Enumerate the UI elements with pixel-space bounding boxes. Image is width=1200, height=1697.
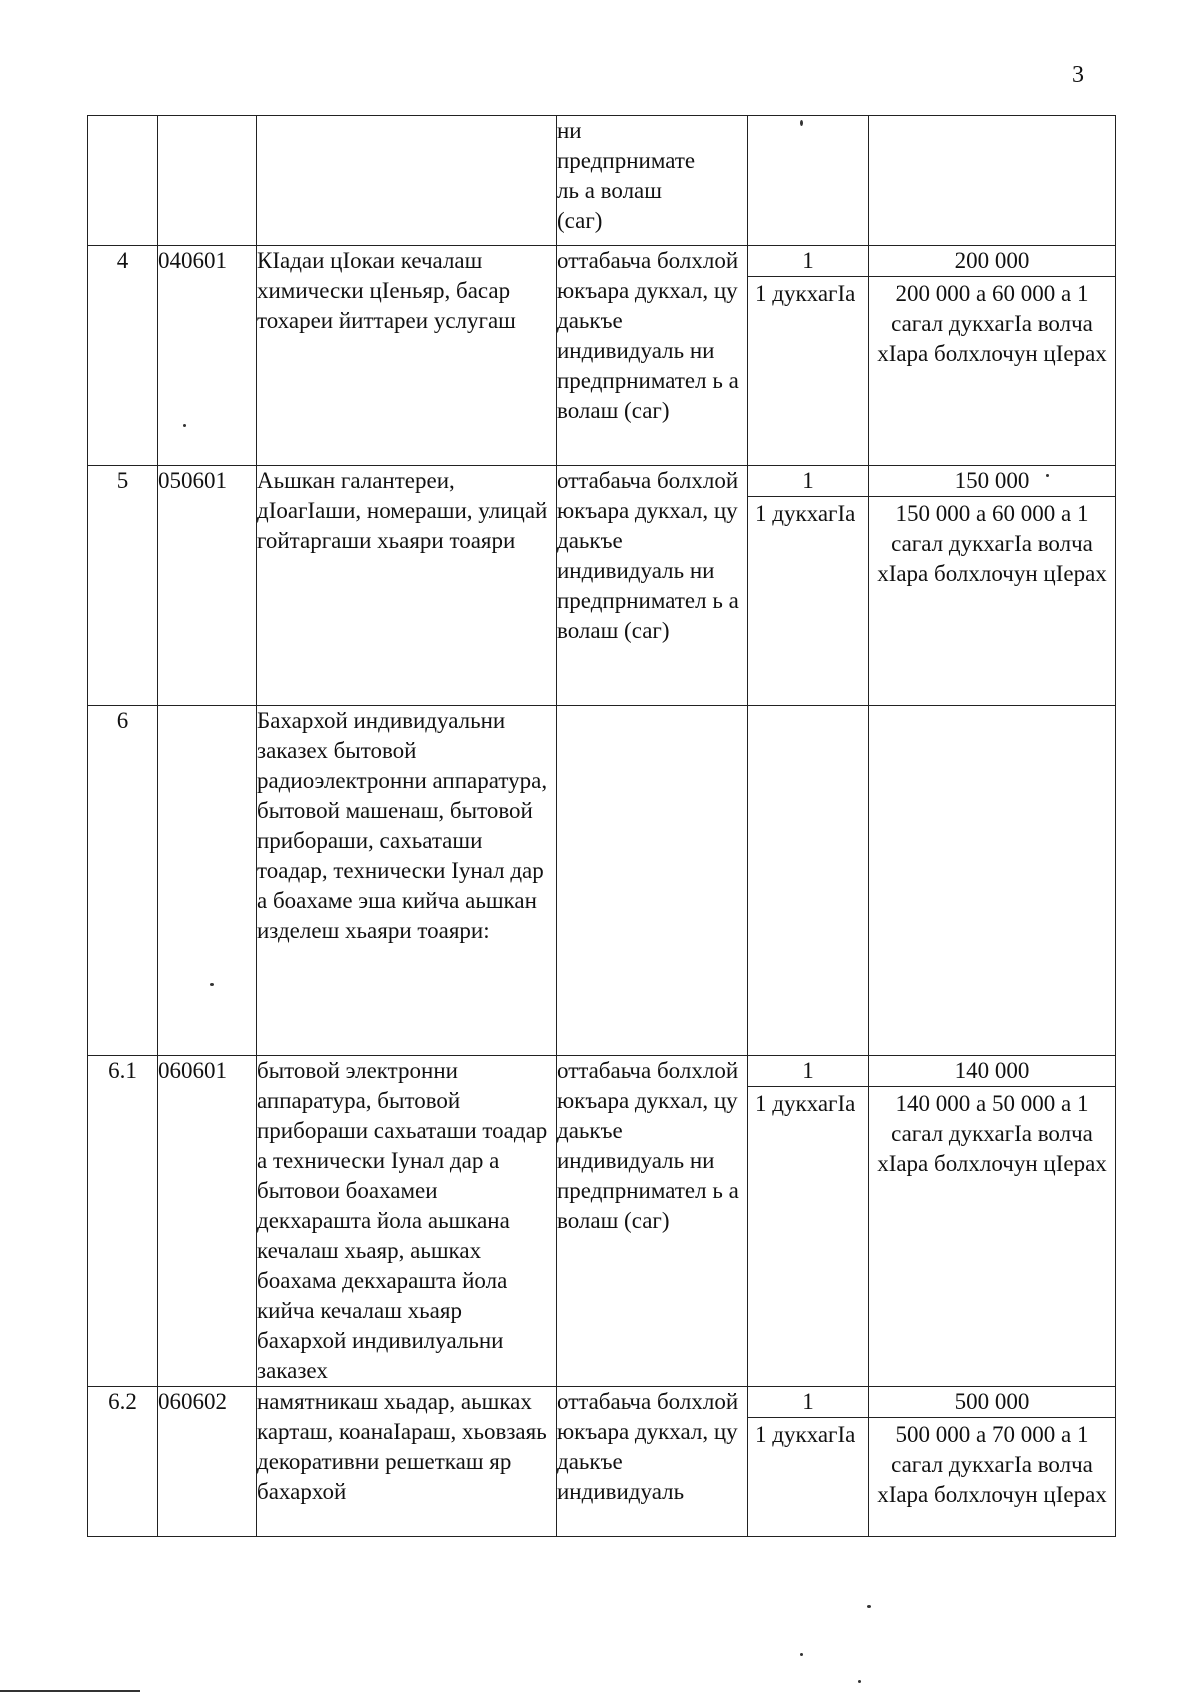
scan-speck bbox=[867, 1605, 871, 1608]
row-amount-value: 140 000 bbox=[869, 1056, 1115, 1087]
scan-speck bbox=[858, 1680, 861, 1683]
row-amount-cell bbox=[869, 466, 1116, 706]
row-qty-cell bbox=[748, 466, 869, 706]
row-amount-cell bbox=[869, 1056, 1116, 1387]
row-amount-cell bbox=[869, 706, 1116, 1056]
scan-speck bbox=[183, 424, 186, 427]
row-indicator-cell: оттабаьча болхлой юкъара дукхал, цу даькъе индивидуаль ни предпрнимател ь а волаш (саг) bbox=[557, 246, 748, 466]
row-amount-note: 140 000 а 50 000 а 1 сагал дукхагIа волча хIара болхлочун цIерах bbox=[877, 1091, 1107, 1176]
row-name-cell: бытовой электронни аппаратура, бытовой прибораши сахьаташи тоадар а технически Iунал дар а бытовои боахамеи декхараштa йола аьшкана кечалаш хьаяр, аьшках боахама декхараштa йола кийча кечалаш хьаяр бахархой индивилуальни заказех bbox=[257, 1056, 557, 1387]
tariff-table bbox=[87, 115, 1116, 1537]
table-row bbox=[88, 116, 1116, 246]
row-qty-unit: 1 дукхагIа bbox=[755, 1091, 856, 1116]
row-number-cell: 6.2 bbox=[88, 1387, 158, 1537]
row-qty-unit: 1 дукхагIа bbox=[755, 281, 856, 306]
row-qty-value: 1 bbox=[748, 1387, 868, 1418]
table-row bbox=[88, 706, 1116, 1056]
row-qty-value: 1 bbox=[748, 1056, 868, 1087]
table-row bbox=[88, 1387, 1116, 1537]
row-indicator-cell bbox=[557, 706, 748, 1056]
row-amount-note: 500 000 а 70 000 а 1 сагал дукхагIа волча хIара болхлочун цIерах bbox=[877, 1422, 1107, 1507]
row-qty-cell bbox=[748, 246, 869, 466]
page-number: 3 bbox=[1072, 62, 1084, 88]
row-amount-note: 200 000 а 60 000 а 1 сагал дукхагIа волча хIара болхлочун цIерах bbox=[877, 281, 1107, 366]
row-code-cell: 060601 bbox=[158, 1056, 257, 1387]
row-amount-value: 200 000 bbox=[869, 246, 1115, 277]
row-name-cell bbox=[257, 116, 557, 246]
row-name-cell: КIадаи цIокаи кечалаш химически цIеньяр, басар тохареи йиттареи услугаш bbox=[257, 246, 557, 466]
row-qty-cell bbox=[748, 1387, 869, 1537]
row-number-cell bbox=[88, 116, 158, 246]
row-amount-note: 150 000 а 60 000 а 1 сагал дукхагIа волча хIара болхлочун цIерах bbox=[877, 501, 1107, 586]
row-number-cell: 6 bbox=[88, 706, 158, 1056]
row-code-cell bbox=[158, 116, 257, 246]
row-indicator-cell: оттабаьча болхлой юкъара дукхал, цу даькъе индивидуаль ни предпрнимател ь а волаш (саг) bbox=[557, 1056, 748, 1387]
row-number-cell: 5 bbox=[88, 466, 158, 706]
scan-speck bbox=[800, 120, 803, 126]
table-row bbox=[88, 246, 1116, 466]
row-amount-cell bbox=[869, 116, 1116, 246]
row-name-cell: Аьшкан галантереи, дIоагIаши, номераши, улицай гойтаргаши хьаяри тоаяри bbox=[257, 466, 557, 706]
row-code-cell: 060602 bbox=[158, 1387, 257, 1537]
row-qty-cell bbox=[748, 706, 869, 1056]
row-qty-value: 1 bbox=[748, 246, 868, 277]
row-amount-cell bbox=[869, 246, 1116, 466]
row-name-cell: намятникаш хьадар, аьшках карташ, коанаIараш, хьовзаяь декоративни решеткаш яр бахархой bbox=[257, 1387, 557, 1537]
row-code-cell: 050601 bbox=[158, 466, 257, 706]
row-qty-unit: 1 дукхагIа bbox=[755, 501, 856, 526]
scan-speck bbox=[210, 983, 214, 986]
row-indicator-text: ни предпрнимате ль а волаш (саг) bbox=[557, 118, 696, 233]
scan-speck bbox=[0, 1690, 140, 1692]
row-qty-cell bbox=[748, 1056, 869, 1387]
row-indicator-cell: оттабаьча болхлой юкъара дукхал, цу даькъе индивидуаль ни предпрнимател ь а волаш (саг) bbox=[557, 466, 748, 706]
row-indicator-cell bbox=[557, 116, 748, 246]
row-code-cell bbox=[158, 706, 257, 1056]
row-qty-value: 1 bbox=[748, 466, 868, 497]
table-row bbox=[88, 466, 1116, 706]
row-amount-value: 500 000 bbox=[869, 1387, 1115, 1418]
table-row bbox=[88, 1056, 1116, 1387]
row-qty-cell bbox=[748, 116, 869, 246]
row-indicator-cell: оттабаьча болхлой юкъара дукхал, цу даькъе индивидуаль bbox=[557, 1387, 748, 1537]
row-number-cell: 6.1 bbox=[88, 1056, 158, 1387]
row-number-cell: 4 bbox=[88, 246, 158, 466]
row-qty-unit: 1 дукхагIа bbox=[755, 1422, 856, 1447]
row-code-cell: 040601 bbox=[158, 246, 257, 466]
row-amount-cell bbox=[869, 1387, 1116, 1537]
scan-speck bbox=[1046, 474, 1049, 477]
scan-speck bbox=[800, 1653, 803, 1656]
row-amount-value: 150 000 bbox=[869, 466, 1115, 497]
row-name-cell: Бахархой индивидуальни заказех бытовой радиоэлектронни аппаратура, бытовой машенаш, бытовой прибораши, сахьаташи тоадар, технически Iунал дар а боахаме эша кийча аьшкан изделеш хьаяри тоаяри: bbox=[257, 706, 557, 1056]
